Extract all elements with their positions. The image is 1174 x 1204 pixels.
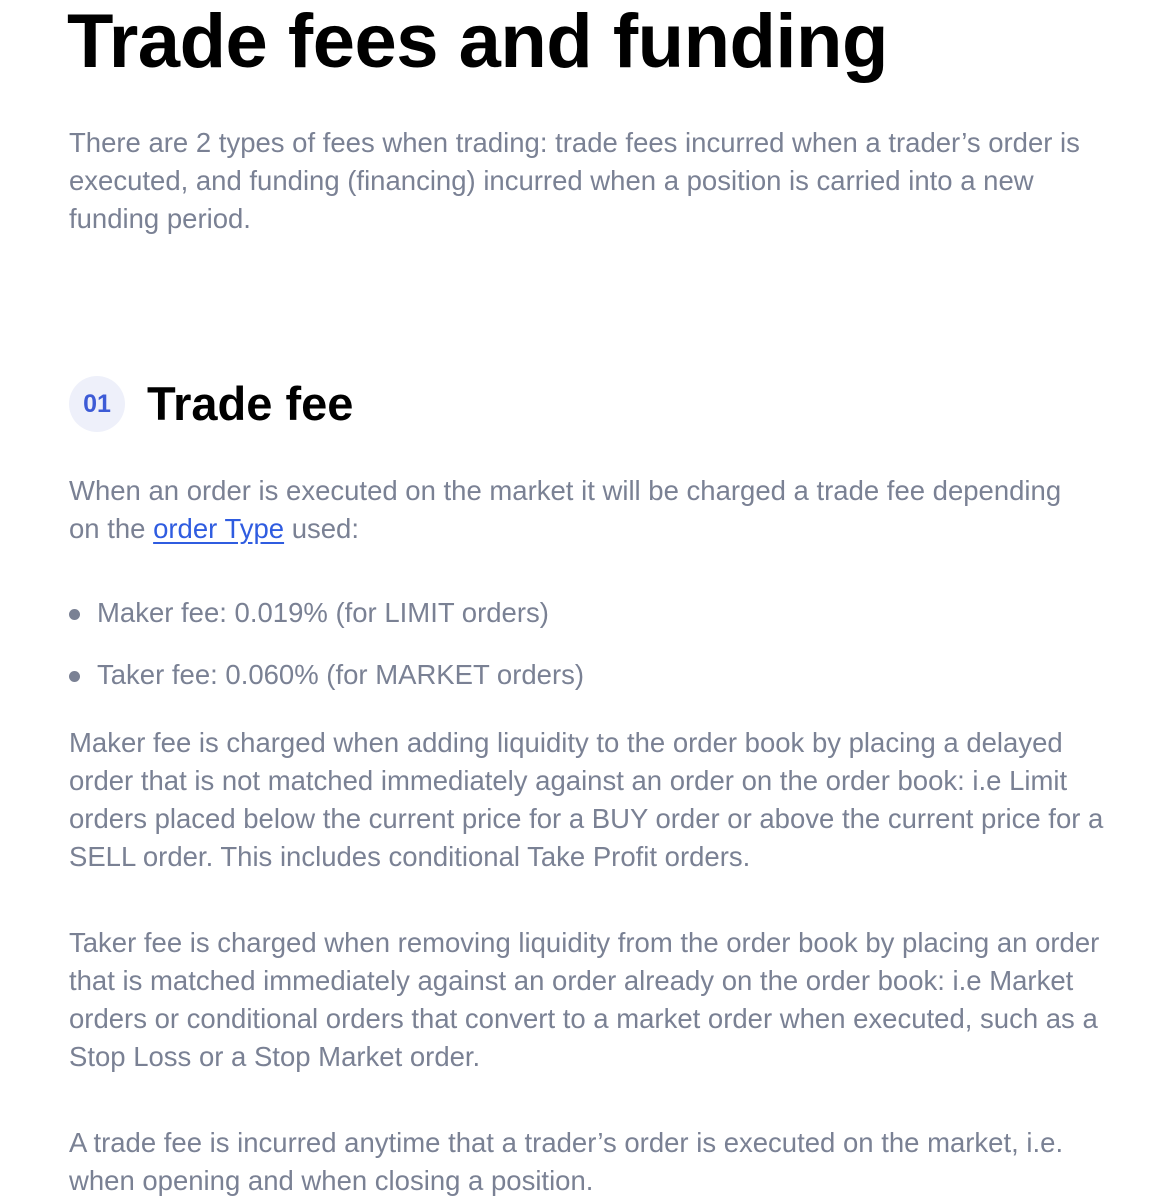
list-item xyxy=(69,594,584,632)
maker-fee-paragraph: Maker fee is charged when adding liquidity to the order book by placing a delayed order that is not matched immediately against an order on the order book: i.e Limit orders placed below the current price for a BUY order or above the current price for a SELL order. This includes conditional Take Profit orders. xyxy=(69,727,1104,872)
order-type-link[interactable]: order Type xyxy=(153,513,285,544)
bullet-icon xyxy=(69,609,80,620)
section-title: Trade fee xyxy=(147,377,354,430)
trade-fee-incurred-paragraph: A trade fee is incurred anytime that a trader’s order is executed on the market, i.e. when opening and when closing a position. xyxy=(69,1127,1064,1196)
bullet-icon xyxy=(69,671,80,682)
list-item xyxy=(69,656,584,694)
section-number-badge: 01 xyxy=(69,376,125,432)
lead-text-after: used: xyxy=(284,513,359,544)
fee-item-taker: Taker fee: 0.060% (for MARKET orders) xyxy=(97,659,585,690)
section-header xyxy=(69,374,353,434)
trade-fee-lead-paragraph xyxy=(69,472,1069,548)
fee-item-maker: Maker fee: 0.019% (for LIMIT orders) xyxy=(97,597,549,628)
intro-paragraph: There are 2 types of fees when trading: trade fees incurred when a trader’s order is executed, and funding (financing) incurred when a position is carried into a new funding period. xyxy=(69,127,1080,234)
taker-fee-paragraph: Taker fee is charged when removing liquidity from the order book by placing an order that is matched immediately against an order already on the order book: i.e Market orders or conditional orders that convert to a market order when executed, such as a Stop Loss or a Stop Market order. xyxy=(69,927,1100,1072)
fee-list xyxy=(69,594,584,718)
page-title: Trade fees and funding xyxy=(67,0,888,84)
lead-text-before: When an order is executed on the market it will be charged a trade fee depending on the xyxy=(69,475,1062,544)
